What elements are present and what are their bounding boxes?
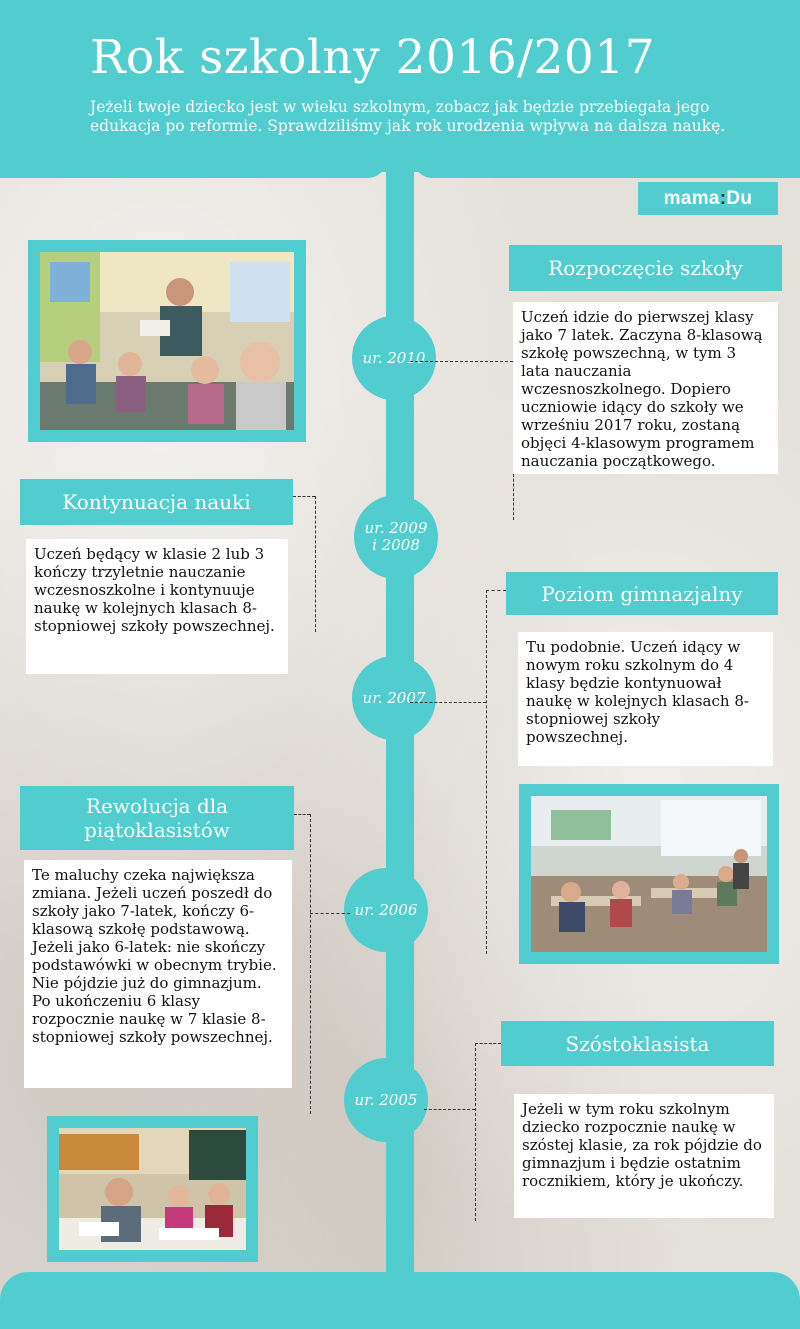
connector-2005-h [424,1109,475,1110]
logo-text-left: mama [663,187,720,209]
label-poziom-gimnazjalny: Poziom gimnazjalny [506,572,778,615]
connector-2007-top [486,590,506,591]
text-poziom-gimnazjalny: Tu podobnie. Uczeń idący w nowym roku szkolnym do 4 klasy będzie kontynuował naukę w kolejnych klasach 8-stopniowej szkoły powszechnej. [518,632,773,766]
footer-banner [0,1272,800,1329]
photo-girls-desk [47,1116,258,1262]
year-2008-text: i 2008 [372,536,420,554]
timeline-cap-right [414,160,800,178]
connector-2007-v [486,590,487,954]
connector-2006-top [294,814,310,815]
photo-teacher-reading-illustration [40,252,294,430]
text-kontynuacja-nauki: Uczeń będący w klasie 2 lub 3 kończy trzyletnie nauczanie wczesnoszkolne i kontynuuje naukę w kolejnych klasach 8-stopniowej szkoły powszechnej. [26,539,288,674]
connector-2005-top [475,1043,501,1044]
connector-2010-h [410,361,513,362]
connector-2009-h [293,496,315,497]
label-rewolucja-dla-piatoklasistow: Rewolucja dla piątoklasistów [20,786,294,850]
year-2010 [352,316,436,400]
year-2009-text: ur. 2009 [364,519,428,537]
text-rozpoczecie-szkoly: Uczeń idzie do pierwszej klasy jako 7 latek. Zaczyna 8-klasową szkołę powszechną, w tym 3 lata nauczania wczesnoszkolnego. Dopiero uczniowie idący do szkoły we wrześniu 2017 roku, zostaną objęci 4-klasowym programem nauczania początkowego. [513,302,778,474]
page-subtitle: Jeżeli twoje dziecko jest w wieku szkolnym, zobacz jak będzie przebiegała jego edukacja po reformie. Sprawdziliśmy jak rok urodzenia wpływa na dalsza naukę. [90,98,726,135]
photo-girls-desk-illustration [59,1128,246,1250]
text-rewolucja-dla-piatoklasistow: Te maluchy czeka największa zmiana. Jeżeli uczeń poszedł do szkoły jako 7-latek, kończy 6-klasową szkołę podstawową. Jeżeli jako 6-latek: nie skończy podstawówki w obecnym trybie. Nie pójdzie już do gimnazjum. Po ukończeniu 6 klasy rozpocznie naukę w 7 klasie 8-stopniowej szkoły powszechnej. [24,860,292,1088]
photo-classroom [519,784,779,964]
year-2006-text: ur. 2006 [354,900,418,919]
photo-teacher-reading-image [40,252,294,430]
label-szostoklasista: Szóstoklasista [501,1021,774,1066]
photo-classroom-illustration [531,796,767,952]
header-banner [0,0,800,172]
label-kontynuacja-nauki: Kontynuacja nauki [20,479,293,525]
year-2006 [344,868,428,952]
year-2007 [352,656,436,740]
label-rozpoczecie-szkoly: Rozpoczęcie szkoły [509,245,782,291]
logo-text-right: Du [726,187,753,209]
connector-2009-v [315,496,316,632]
year-2009-2008 [354,495,438,579]
year-2005-text: ur. 2005 [354,1090,418,1109]
connector-2010-v [513,474,514,520]
connector-2005-v [475,1043,476,1221]
page-title: Rok szkolny 2016/2017 [90,30,656,85]
connector-2006-h [310,913,350,914]
photo-reading-class [28,240,306,442]
timeline-cap-left [0,160,386,178]
logo-colon: : [719,187,727,209]
year-2005 [344,1058,428,1142]
text-szostoklasista: Jeżeli w tym roku szkolnym dziecko rozpocznie naukę w szóstej klasie, za rok pójdzie do gimnazjum i będzie ostatnim rocznikiem, który je ukończy. [514,1094,774,1218]
connector-2006-v [310,814,311,1114]
year-2010-text: ur. 2010 [362,348,426,367]
year-2007-text: ur. 2007 [362,688,426,707]
photo-girls-desk-image [59,1128,246,1250]
brand-logo[interactable] [638,182,778,215]
photo-classroom-image [531,796,767,952]
connector-2007-h [410,702,486,703]
